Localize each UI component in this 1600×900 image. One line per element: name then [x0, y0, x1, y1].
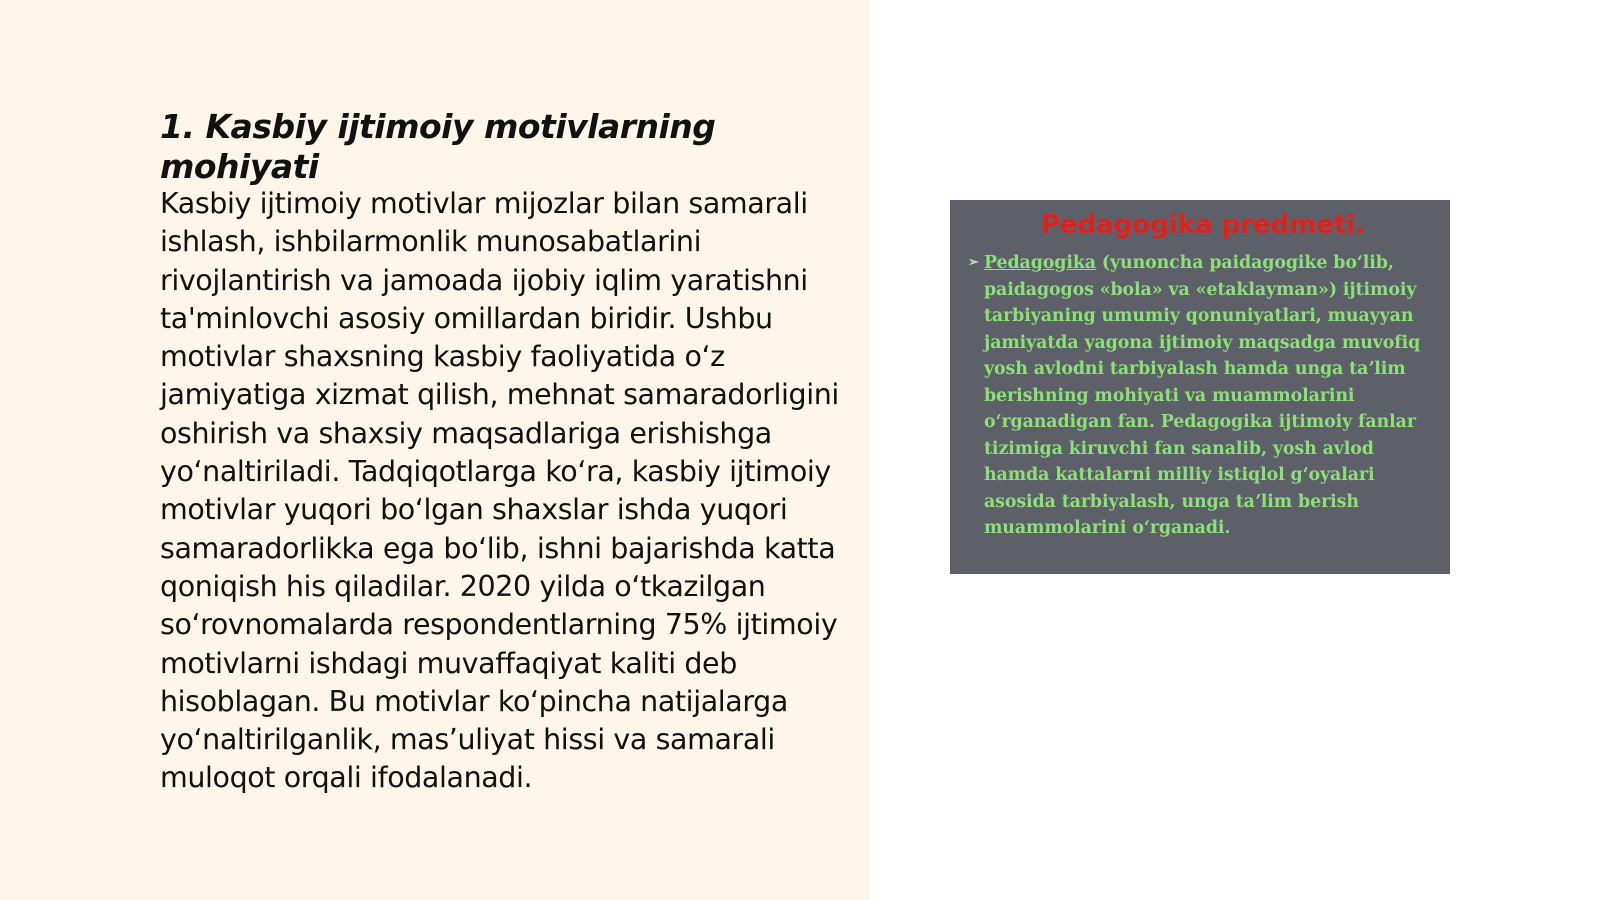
image-definition: (yunoncha paidagogike boʻlib, paidagogos «bola» va «etaklayman») ijtimoiy tarbiyaning umumiy qonuniyatlari, muayyan jamiyatda yagona ijtimoiy maqsadga muvofiq yosh avlodni tarbiyalash hamda unga taʼlim berishning mohiyati va muammolarini oʻrganadigan fan. Pedagogika ijtimoiy fanlar tizimiga kiruvchi fan sanalib, yosh avlod hamda kattalarni milliy istiqlol gʻoyalari asosida tarbiyalash, unga taʼlim berish muammolarini oʻrganadi.: [984, 253, 1421, 538]
image-term: Pedagogika: [984, 253, 1096, 273]
image-title: Pedagogika predmeti.: [1040, 210, 1366, 240]
image-bullet-text: [968, 250, 1438, 542]
embedded-slide-image: [950, 200, 1450, 574]
slide-title: 1. Kasbiy ijtimoiy motivlarning mohiyati: [160, 107, 716, 186]
slide-body-text: Kasbiy ijtimoiy motivlar mijozlar bilan samarali ishlash, ishbilarmonlik munosabatlarini rivojlantirish va jamoada ijobiy iqlim yaratishni ta'minlovchi asosiy omillardan biridir. Ushbu motivlar shaxsning kasbiy faoliyatida oʻz jamiyatiga xizmat qilish, mehnat samaradorligini oshirish va shaxsiy maqsadlariga erishishga yoʻnaltiriladi. Tadqiqotlarga koʻra, kasbiy ijtimoiy motivlar yuqori boʻlgan shaxslar ishda yuqori samaradorlikka ega boʻlib, ishni bajarishda katta qoniqish his qiladilar. 2020 yilda oʻtkazilgan soʻrovnomalarda respondentlarning 75% ijtimoiy motivlarni ishdagi muvaffaqiyat kaliti deb hisoblagan. Bu motivlar koʻpincha natijalarga yoʻnaltirilganlik, masʼuliyat hissi va samarali muloqot orqali ifodalanadi.: [160, 187, 839, 795]
arrow-bullet-icon: ➢: [968, 255, 979, 270]
